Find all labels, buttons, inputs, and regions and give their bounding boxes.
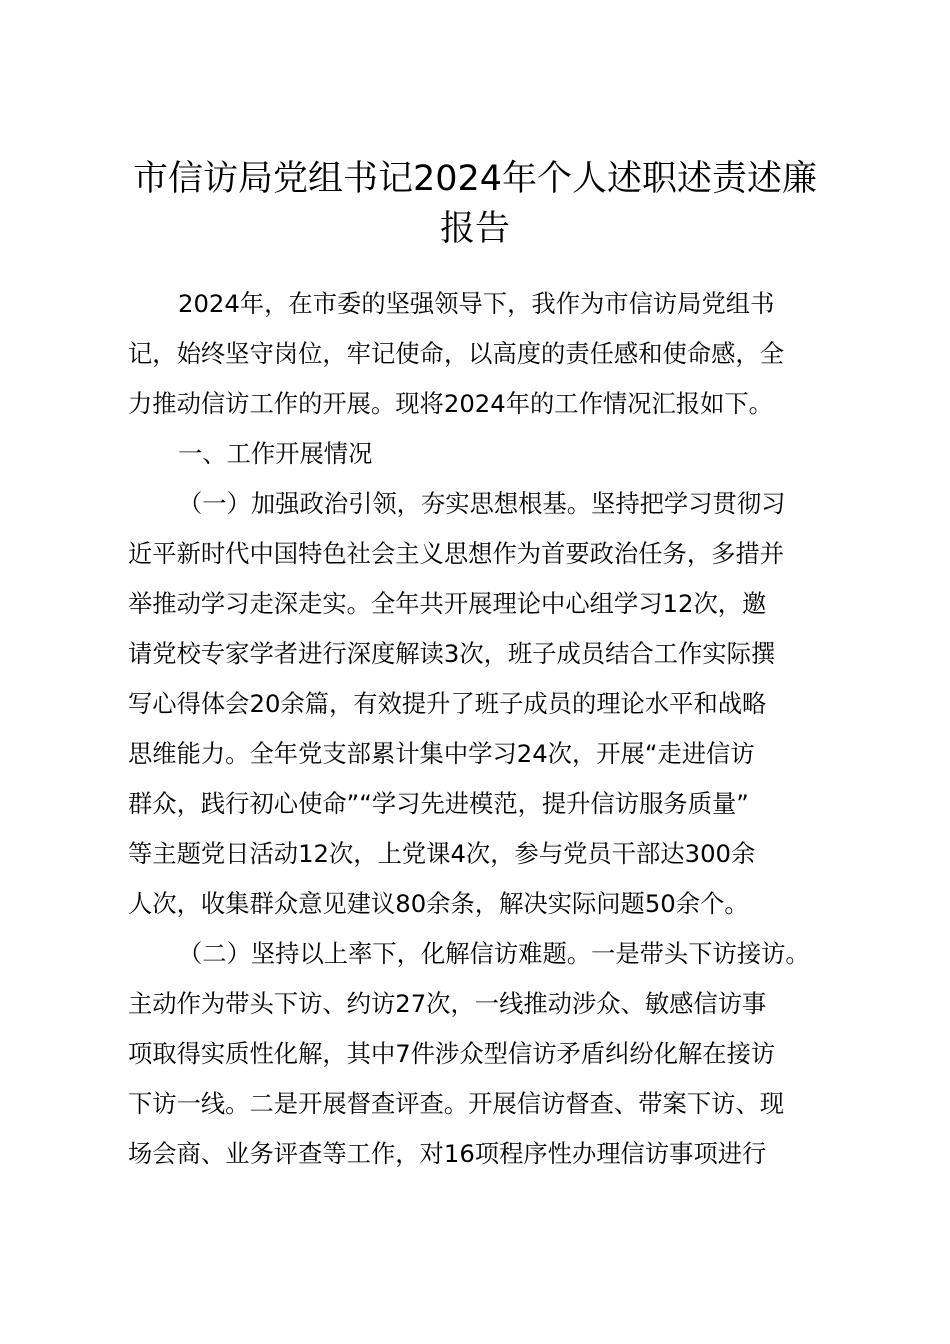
paragraph-intro-line-1: 2024年，在市委的坚强领导下，我作为市信访局党组书 — [178, 289, 775, 318]
paragraph-1-line-4: 请党校专家学者进行深度解读3次，班子成员结合工作实际撰 — [128, 639, 776, 668]
section-heading: 一、工作开展情况 — [178, 439, 373, 468]
paragraph-1-line-1: （一）加强政治引领，夯实思想根基。坚持把学习贯彻习 — [178, 489, 786, 518]
paragraph-2-line-1: （二）坚持以上率下，化解信访难题。一是带头下访接访。 — [178, 939, 810, 968]
paragraph-2-line-3: 项取得实质性化解，其中7件涉众型信访矛盾纠纷化解在接访 — [128, 1039, 776, 1068]
paragraph-1-line-5: 写心得体会20余篇，有效提升了班子成员的理论水平和战略 — [128, 689, 767, 718]
paragraph-2-line-4: 下访一线。二是开展督查评查。开展信访督查、带案下访、现 — [128, 1089, 785, 1118]
paragraph-2-line-5: 场会商、业务评查等工作，对16项程序性办理信访事项进行 — [128, 1139, 767, 1168]
paragraph-intro-line-2: 记，始终坚守岗位，牢记使命，以高度的责任感和使命感，全 — [128, 339, 785, 368]
paragraph-intro-line-3: 力推动信访工作的开展。现将2024年的工作情况汇报如下。 — [128, 389, 773, 418]
paragraph-1-line-3: 举推动学习走深走实。全年共开展理论中心组学习12次，邀 — [128, 589, 767, 618]
paragraph-1-line-7: 群众，践行初心使命”“学习先进模范，提升信访服务质量” — [128, 789, 749, 818]
paragraph-1-line-9: 人次，收集群众意见建议80余条，解决实际问题50余个。 — [128, 889, 749, 918]
paragraph-1-line-8: 等主题党日活动12次，上党课4次，参与党员干部达300余 — [128, 839, 756, 868]
paragraph-2-line-2: 主动作为带头下访、约访27次，一线推动涉众、敏感信访事 — [128, 989, 767, 1018]
title-line-2: 报告 — [439, 209, 510, 249]
paragraph-1-line-6: 思维能力。全年党支部累计集中学习24次，开展“走进信访 — [128, 739, 755, 768]
paragraph-1-line-2: 近平新时代中国特色社会主义思想作为首要政治任务，多措并 — [128, 539, 785, 568]
title-line-1: 市信访局党组书记2024年个人述职述责述廉 — [132, 159, 818, 199]
